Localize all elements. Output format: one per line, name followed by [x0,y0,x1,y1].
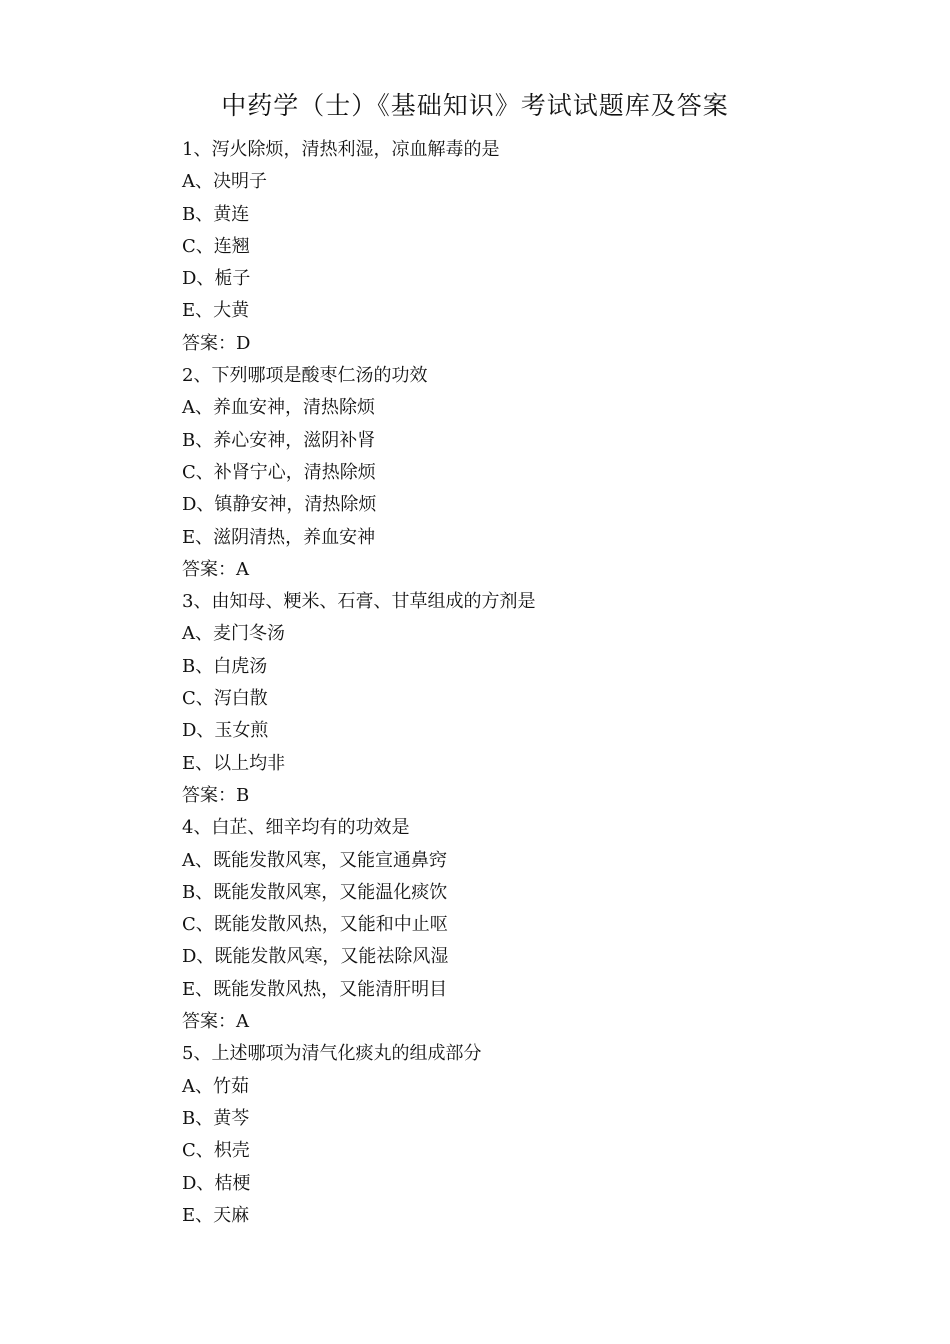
option-e: E、大黄 [182,300,250,322]
option-c: C、连翘 [182,235,250,257]
option-c: C、既能发散风热，又能和中止呕 [182,914,448,936]
document-title: 中药学（士）《基础知识》考试试题库及答案 [221,91,729,120]
question-stem: 1、泻火除烦，清热利湿，凉血解毒的是 [182,139,500,160]
option-c: C、补肾宁心，清热除烦 [182,461,376,483]
answer-line: 答案：A [182,558,249,580]
option-a: A、决明子 [182,171,267,193]
option-b: B、养心安神，滋阴补肾 [182,429,376,451]
answer-line: 答案：D [182,332,251,354]
question-stem: 4、白芷、细辛均有的功效是 [182,817,410,839]
option-a: A、既能发散风寒，又能宣通鼻窍 [182,849,447,871]
option-d: D、镇静安神，清热除烦 [182,494,377,516]
option-e: E、天麻 [182,1204,250,1226]
option-e: E、滋阴清热，养血安神 [182,526,376,548]
option-d: D、栀子 [182,268,251,290]
option-d: D、桔梗 [182,1172,251,1194]
option-d: D、既能发散风寒，又能祛除风湿 [182,946,449,968]
option-a: A、竹茹 [182,1075,249,1097]
option-b: B、既能发散风寒，又能温化痰饮 [182,881,448,903]
option-b: B、黄芩 [182,1107,250,1129]
option-a: A、养血安神，清热除烦 [182,397,375,419]
option-e: E、以上均非 [182,752,286,774]
question-stem: 3、由知母、粳米、石膏、甘草组成的方剂是 [182,591,536,613]
option-b: B、白虎汤 [182,655,268,677]
answer-line: 答案：B [182,784,250,806]
option-c: C、枳壳 [182,1140,250,1162]
option-d: D、玉女煎 [182,720,269,742]
option-b: B、黄连 [182,203,250,225]
question-stem: 5、上述哪项为清气化痰丸的组成部分 [182,1043,482,1065]
answer-line: 答案：A [182,1011,249,1033]
option-c: C、泻白散 [182,688,268,710]
question-list [182,134,882,1232]
question-stem: 2、下列哪项是酸枣仁汤的功效 [182,365,428,387]
option-e: E、既能发散风热，又能清肝明目 [182,978,448,1000]
option-a: A、麦门冬汤 [182,623,285,645]
